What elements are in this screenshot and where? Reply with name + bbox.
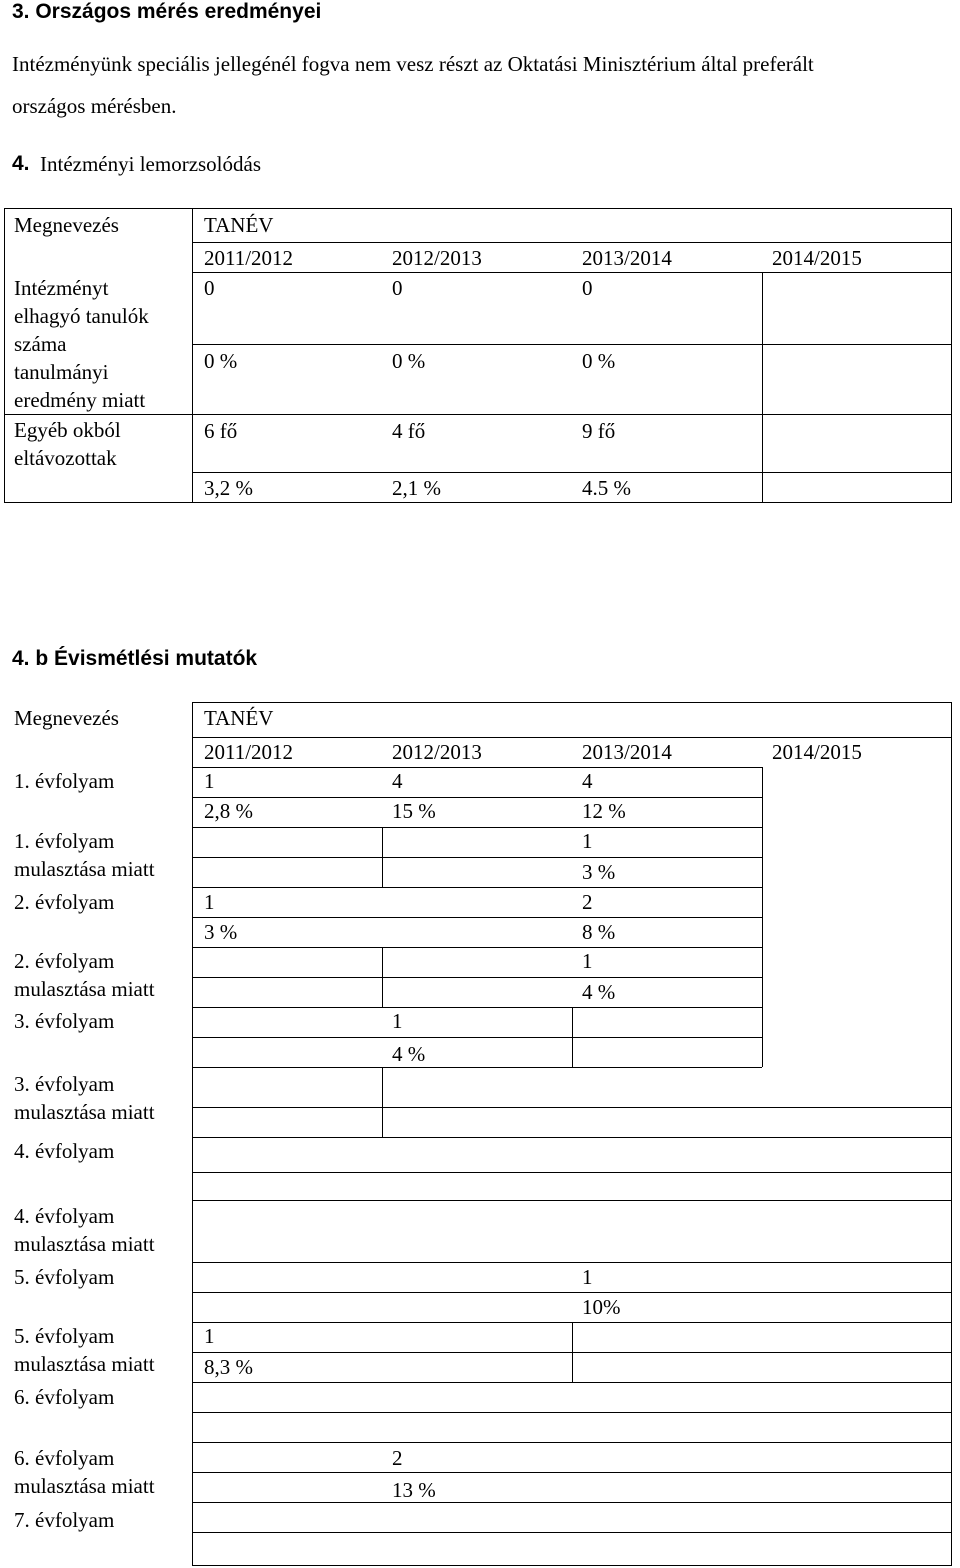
table2-cell: 13 %	[392, 1478, 436, 1502]
table1-cell: 4 fő	[392, 419, 426, 443]
table2-cell: 12 %	[582, 799, 626, 823]
table1-cell: 0	[392, 276, 403, 300]
table2-cell: 2	[582, 890, 593, 914]
table2-cell: 3 %	[204, 920, 238, 944]
table2-cell: 4 %	[582, 980, 616, 1004]
table1-cell: 9 fő	[582, 419, 616, 443]
table2-row-label: 6. évfolyam	[14, 1446, 115, 1470]
table1-row1-label-line: száma	[14, 332, 67, 356]
table2-row-label: 5. évfolyam	[14, 1324, 115, 1348]
section-3-paragraph-line-2: országos mérésben.	[12, 94, 177, 118]
table2-cell: 1	[582, 949, 593, 973]
table2-cell: 3 %	[582, 860, 616, 884]
section-3-heading: 3. Országos mérés eredményei	[12, 0, 322, 23]
table1-cell: 0 %	[582, 349, 616, 373]
table2-row-label: 5. évfolyam	[14, 1265, 115, 1289]
table2-row-label: mulasztása miatt	[14, 1474, 155, 1498]
table2-cell: 10%	[582, 1295, 621, 1319]
table2-cell: 1	[204, 769, 215, 793]
table1-year-col-3: 2013/2014	[582, 246, 672, 270]
table1-cell: 0	[204, 276, 215, 300]
table2-row-label: mulasztása miatt	[14, 977, 155, 1001]
table2-cell: 2	[392, 1446, 403, 1470]
table2-cell: 4	[582, 769, 593, 793]
table1-cell: 0	[582, 276, 593, 300]
table1-row2-label-line: Egyéb okból	[14, 418, 121, 442]
table1-year-col-2: 2012/2013	[392, 246, 482, 270]
table2-cell: 1	[204, 890, 215, 914]
table2-row-label: 4. évfolyam	[14, 1139, 115, 1163]
table1-cell: 4.5 %	[582, 476, 631, 500]
table2-year-col-2: 2012/2013	[392, 740, 482, 764]
table2-cell: 1	[392, 1009, 403, 1033]
section-3-paragraph-line-1: Intézményünk speciális jellegénél fogva nem vesz részt az Oktatási Minisztérium által preferált	[12, 52, 814, 76]
table1-row1-label-line: tanulmányi	[14, 360, 109, 384]
table2-header-label: Megnevezés	[14, 706, 119, 730]
table2-year-col-3: 2013/2014	[582, 740, 672, 764]
table1-cell: 0 %	[204, 349, 238, 373]
table2-cell: 1	[204, 1324, 215, 1348]
table1-year-col-1: 2011/2012	[204, 246, 294, 270]
table2-header-tanev: TANÉV	[204, 706, 274, 730]
table2-row-label: 3. évfolyam	[14, 1009, 115, 1033]
table2-cell: 8,3 %	[204, 1355, 253, 1379]
table2-cell: 1	[582, 1265, 593, 1289]
table2-row-label: mulasztása miatt	[14, 1232, 155, 1256]
section-4b-heading: 4. b Évismétlési mutatók	[12, 647, 258, 670]
table1-row2-label-line: eltávozottak	[14, 446, 117, 470]
table2-row-label: 1. évfolyam	[14, 769, 115, 793]
table2-year-col-4: 2014/2015	[772, 740, 862, 764]
table1-cell: 3,2 %	[204, 476, 253, 500]
table2-cell: 8 %	[582, 920, 616, 944]
table2-cell: 4 %	[392, 1042, 426, 1066]
table1-cell: 0 %	[392, 349, 426, 373]
table2-cell: 15 %	[392, 799, 436, 823]
section-4-heading: Intézményi lemorzsolódás	[40, 152, 262, 176]
table1-row1-label-line: elhagyó tanulók	[14, 304, 149, 328]
table1-header-tanev: TANÉV	[204, 213, 274, 237]
table2-row-label: mulasztása miatt	[14, 857, 155, 881]
table1-row1-label-line: eredmény miatt	[14, 388, 146, 412]
table2-row-label: mulasztása miatt	[14, 1352, 155, 1376]
table2-row-label: 6. évfolyam	[14, 1385, 115, 1409]
table2-row-label: 7. évfolyam	[14, 1508, 115, 1532]
table2-row-label: 2. évfolyam	[14, 890, 115, 914]
table2-cell: 4	[392, 769, 403, 793]
table1-cell: 6 fő	[204, 419, 238, 443]
table2-cell: 1	[582, 829, 593, 853]
table2-row-label: 1. évfolyam	[14, 829, 115, 853]
table2-row-label: 2. évfolyam	[14, 949, 115, 973]
table1-row1-label-line: Intézményt	[14, 276, 109, 300]
section-4-heading-number: 4.	[12, 152, 30, 175]
table2-cell: 2,8 %	[204, 799, 253, 823]
table2-row-label: 4. évfolyam	[14, 1204, 115, 1228]
table2-row-label: 3. évfolyam	[14, 1072, 115, 1096]
table2-year-col-1: 2011/2012	[204, 740, 294, 764]
table1-year-col-4: 2014/2015	[772, 246, 862, 270]
table2-row-label: mulasztása miatt	[14, 1100, 155, 1124]
table1-header-label: Megnevezés	[14, 213, 119, 237]
table1-cell: 2,1 %	[392, 476, 441, 500]
